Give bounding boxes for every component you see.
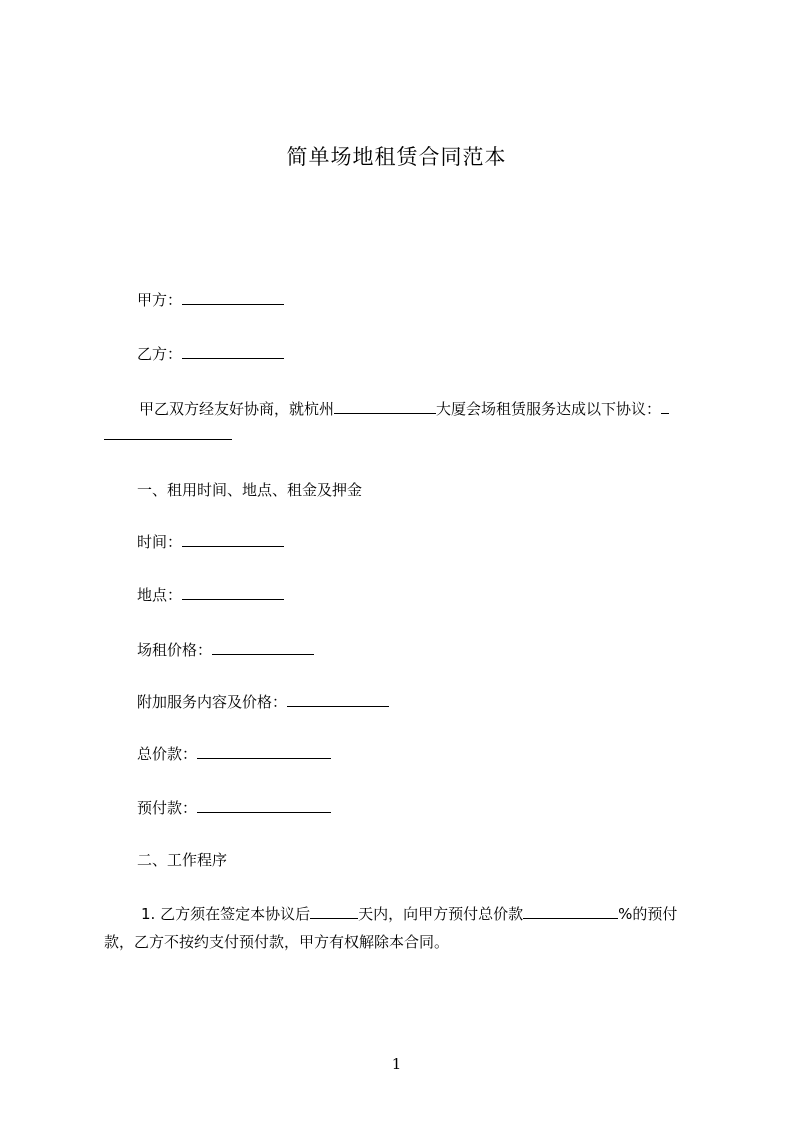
prepayment-label: 预付款： xyxy=(137,799,198,817)
clause-1-part-1: 1. 乙方须在签定本协议后 xyxy=(141,905,311,923)
prepayment-line xyxy=(137,798,331,818)
intro-after-text: 大厦会场租赁服务达成以下协议： xyxy=(436,400,662,418)
intro-line-1 xyxy=(139,399,669,419)
section-two-heading: 二、工作程序 xyxy=(137,851,228,869)
party-a-label: 甲方： xyxy=(137,291,183,309)
clause-1-part-3: %的预付 xyxy=(618,905,678,923)
page-number: 1 xyxy=(391,1055,402,1073)
party-b-label: 乙方： xyxy=(137,345,183,363)
place-blank xyxy=(182,585,284,600)
agreement-blank-start xyxy=(661,399,669,414)
days-blank xyxy=(310,904,358,919)
time-label: 时间： xyxy=(137,533,183,551)
extra-services-line xyxy=(137,692,389,712)
rent-price-line xyxy=(137,640,314,660)
place-line xyxy=(137,585,284,605)
intro-before-text: 甲乙双方经友好协商，就杭州 xyxy=(139,400,335,418)
total-price-blank xyxy=(197,744,331,759)
time-line xyxy=(137,532,284,552)
clause-1-line-1 xyxy=(141,904,677,924)
party-a-blank xyxy=(182,290,284,305)
party-b-line xyxy=(137,344,284,364)
section-one-heading: 一、租用时间、地点、租金及押金 xyxy=(137,481,363,499)
clause-1-part-2: 天内，向甲方预付总价款 xyxy=(358,905,524,923)
party-a-line xyxy=(137,290,284,310)
intro-line-2 xyxy=(104,425,232,445)
agreement-blank-continued xyxy=(104,425,232,440)
total-price-line xyxy=(137,744,331,764)
rent-price-blank xyxy=(212,640,314,655)
document-title: 简单场地租赁合同范本 xyxy=(286,145,507,169)
clause-1-line-2: 款，乙方不按约支付预付款，甲方有权解除本合同。 xyxy=(104,933,450,951)
venue-blank xyxy=(334,399,436,414)
prepayment-blank xyxy=(197,798,331,813)
rent-price-label: 场租价格： xyxy=(137,641,213,659)
total-price-label: 总价款： xyxy=(137,745,198,763)
extra-services-blank xyxy=(287,692,389,707)
time-blank xyxy=(182,532,284,547)
percentage-blank xyxy=(523,904,618,919)
place-label: 地点： xyxy=(137,586,183,604)
party-b-blank xyxy=(182,344,284,359)
extra-services-label: 附加服务内容及价格： xyxy=(137,693,288,711)
